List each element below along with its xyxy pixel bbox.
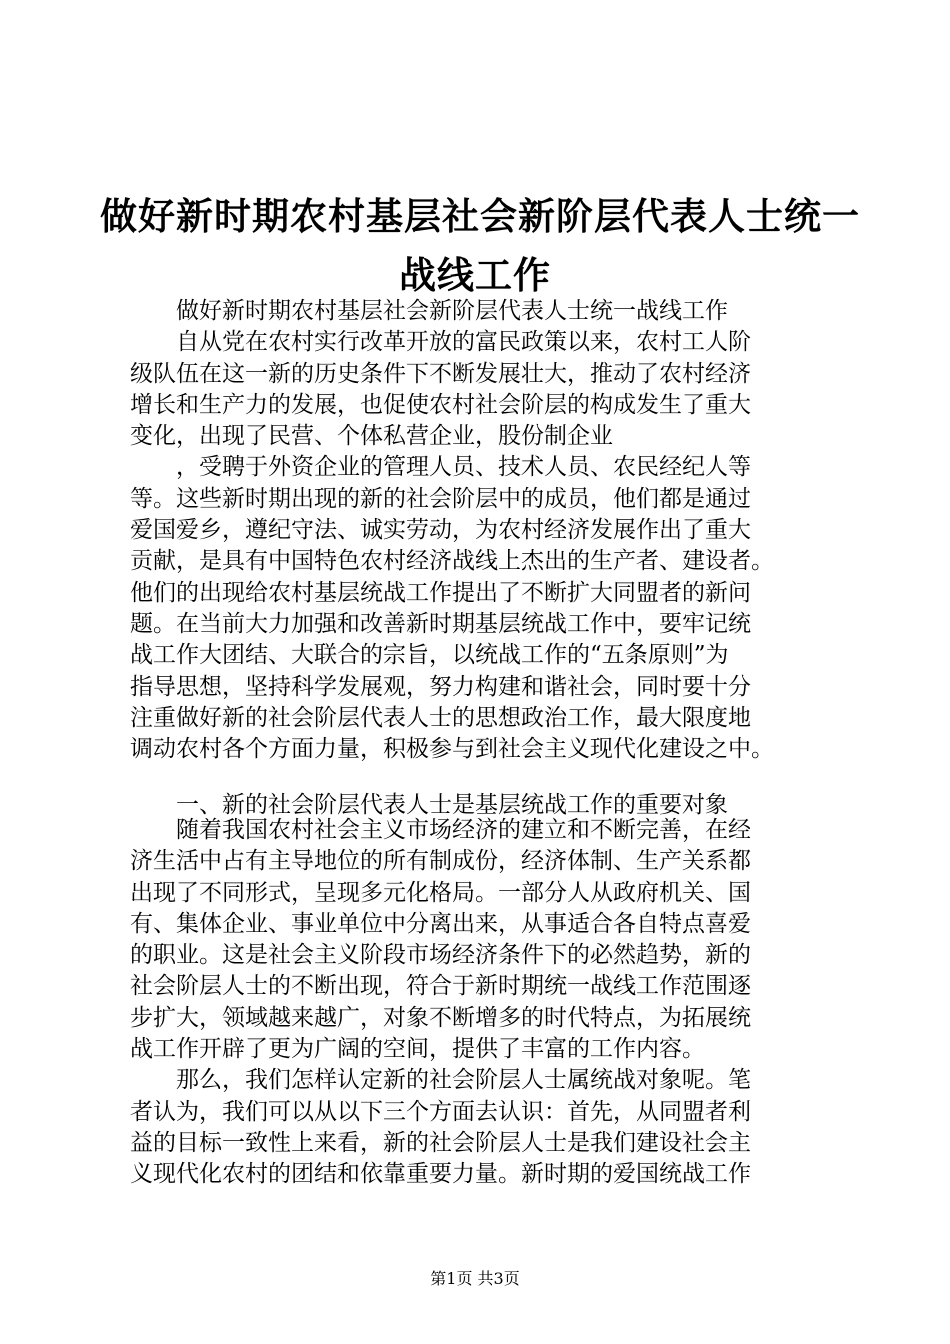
text-line: 级队伍在这一新的历史条件下不断发展壮大，推动了农村经济 [130,360,751,387]
text-line: 注重做好新的社会阶层代表人士的思想政治工作，最大限度地 [130,704,751,731]
text-line: ，受聘于外资企业的管理人员、技术人员、农民经纪人等 [176,454,751,481]
text-line: 者认为，我们可以从以下三个方面去认识：首先，从同盟者利 [130,1098,751,1125]
text-line: 指导思想，坚持科学发展观，努力构建和谐社会，同时要十分 [130,673,751,700]
text-line: 调动农村各个方面力量，积极参与到社会主义现代化建设之中。 [130,736,774,763]
text-line: 增长和生产力的发展，也促使农村社会阶层的构成发生了重大 [130,391,751,418]
document-title-line-2: 战线工作 [399,254,551,297]
text-line: 的职业。这是社会主义阶段市场经济条件下的必然趋势，新的 [130,942,751,969]
text-line: 社会阶层人士的不断出现，符合于新时期统一战线工作范围逐 [130,973,751,1000]
text-line: 战工作开辟了更为广阔的空间，提供了丰富的工作内容。 [130,1036,705,1063]
body-paragraphs-intro [130,296,830,765]
text-line: 贡献，是具有中国特色农村经济战线上杰出的生产者、建设者。 [130,548,774,575]
section-heading: 一、新的社会阶层代表人士是基层统战工作的重要对象 [176,792,728,818]
text-line: 变化，出现了民营、个体私营企业，股份制企业 [130,423,613,450]
text-line: 益的目标一致性上来看，新的社会阶层人士是我们建设社会主 [130,1129,751,1156]
text-line: 等。这些新时期出现的新的社会阶层中的成员，他们都是通过 [130,485,751,512]
text-line: 自从党在农村实行改革开放的富民政策以来，农村工人阶 [176,329,751,356]
text-line: 随着我国农村社会主义市场经济的建立和不断完善，在经 [176,817,751,843]
document-title-line-1: 做好新时期农村基层社会新阶层代表人士统一 [100,195,860,238]
body-paragraphs-section-1 [130,815,830,1191]
text-line: 题。在当前大力加强和改善新时期基层统战工作中，要牢记统 [130,610,751,637]
text-line: 做好新时期农村基层社会新阶层代表人士统一战线工作 [176,298,728,324]
page-number-footer: 第1页 共3页 [430,1269,520,1288]
text-line: 义现代化农村的团结和依靠重要力量。新时期的爱国统战工作 [130,1161,751,1188]
text-line: 出现了不同形式，呈现多元化格局。一部分人从政府机关、国 [130,879,751,906]
text-line: 爱国爱乡，遵纪守法、诚实劳动，为农村经济发展作出了重大 [130,517,751,544]
text-line: 战工作大团结、大联合的宗旨，以统战工作的“五条原则”为 [130,642,729,669]
text-line: 他们的出现给农村基层统战工作提出了不断扩大同盟者的新问 [130,579,751,606]
text-line: 步扩大，领域越来越广，对象不断增多的时代特点，为拓展统 [130,1004,751,1031]
text-line: 那么，我们怎样认定新的社会阶层人士属统战对象呢。笔 [176,1067,751,1094]
text-line: 有、集体企业、事业单位中分离出来，从事适合各自特点喜爱 [130,910,751,937]
text-line: 济生活中占有主导地位的所有制成份，经济体制、生产关系都 [130,848,751,875]
